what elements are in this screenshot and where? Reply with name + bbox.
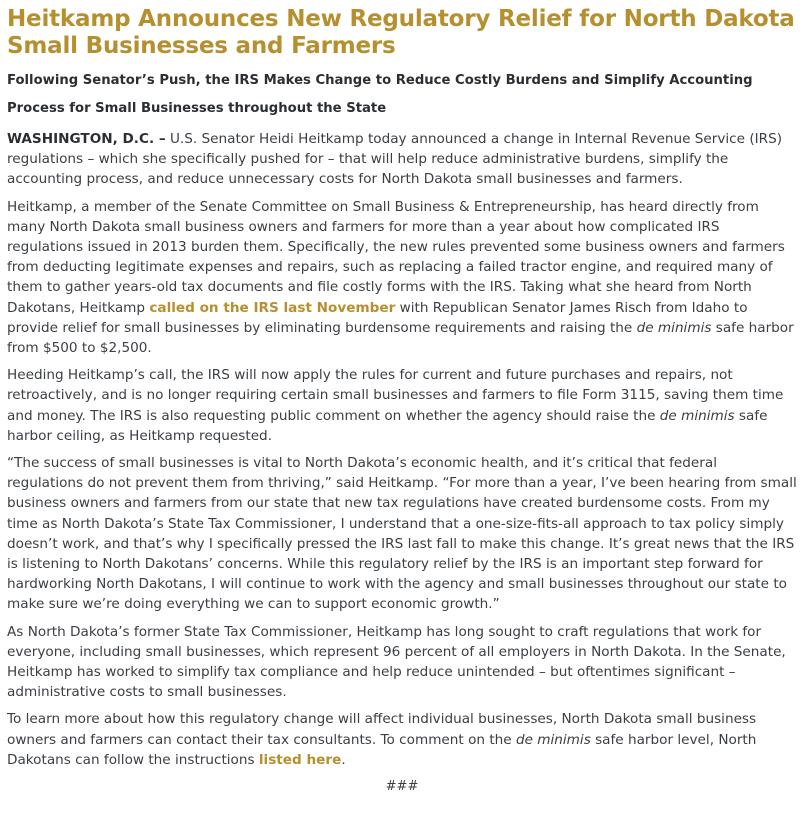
page-title: Heitkamp Announces New Regulatory Relief for North Dakota Small Businesses and Farmers [7, 6, 795, 59]
irs-letter-link[interactable]: called on the IRS last November [149, 299, 396, 316]
paragraph-background [7, 197, 797, 359]
de-minimis-term: de minimis [515, 731, 591, 748]
background-text-end: safe harbor from $500 to $2,500. [7, 319, 794, 357]
page-subtitle: Following Senator’s Push, the IRS Makes Change to Reduce Costly Burdens and Simplify Accounting Process for Small Businesses throughout the State [7, 73, 753, 116]
dateline: WASHINGTON, D.C. – [7, 131, 166, 147]
background-text-middle: with Republican Senator James Risch from Idaho to provide relief for small businesses by eliminating burdensome requirements and raising the [7, 299, 748, 336]
learn-more-text-end: . [341, 751, 346, 768]
intro-text: U.S. Senator Heidi Heitkamp today announced a change in Internal Revenue Service (IRS) regulations – which she specifically pushed for – that will help reduce administrative burdens, simplify the accounting process, and reduce unnecessary costs for North Dakota small businesses and farmers. [7, 131, 783, 188]
de-minimis-term: de minimis [636, 319, 712, 336]
learn-more-text-middle: safe harbor level, North Dakotans can follow the instructions [7, 731, 757, 768]
learn-more-text-start: To learn more about how this regulatory change will affect individual businesses, North Dakota small business owners and farmers can contact their tax consultants. To comment on the [7, 711, 757, 748]
paragraph-learn-more [7, 709, 797, 770]
paragraph-intro [7, 129, 797, 190]
paragraph-irs-change [7, 365, 797, 446]
irs-change-text-start: Heeding Heitkamp’s call, the IRS will now apply the rules for current and future purchases and repairs, not retroactively, and is no longer requiring certain small businesses and farmers to file Form 3115, saving them time and money. The IRS is also requesting public comment on whether the agency should raise the [7, 367, 784, 424]
listed-here-link[interactable]: listed here [258, 751, 342, 768]
de-minimis-term: de minimis [659, 407, 735, 424]
irs-change-text-end: safe harbor ceiling, as Heitkamp requested. [7, 407, 768, 444]
background-text-start: Heitkamp, a member of the Senate Committee on Small Business & Entrepreneurship, has heard directly from many North Dakota small business owners and farmers for more than a year about how complicated IRS regulations issued in 2013 burden them. Specifically, the new rules prevented some business owners and farmers from deducting legitimate expenses and repairs, such as replacing a failed tractor engine, and required many of them to gather years-old tax documents and file costly forms with the IRS. Taking what she heard from North Dakotans, Heitkamp [7, 198, 785, 316]
paragraph-quote: “The success of small businesses is vital to North Dakota’s economic health, and it’s critical that federal regulations do not prevent them from thriving,” said Heitkamp. “For more than a year, I’ve been hearing from small business owners and farmers from our state that new tax regulations have created burdensome costs. From my time as North Dakota’s State Tax Commissioner, I understand that a one-size-fits-all approach to tax policy simply doesn’t work, and that’s why I specifically pressed the IRS last fall to make this change. It’s great news that the IRS is listening to North Dakotans’ concerns. While this regulatory relief by the IRS is an important step forward for hardworking North Dakotans, I will continue to work with the agency and small businesses throughout our state to make sure we’re doing everything we can to support economic growth.” [7, 455, 797, 613]
paragraph-tax-commissioner: As North Dakota’s former State Tax Commissioner, Heitkamp has long sought to craft regulations that work for everyone, including small businesses, which represent 96 percent of all employers in North Dakota. In the Senate, Heitkamp has worked to simplify tax compliance and help reduce unintended – but oftentimes significant – administrative costs to small businesses. [7, 623, 786, 701]
end-mark: ### [385, 779, 419, 795]
